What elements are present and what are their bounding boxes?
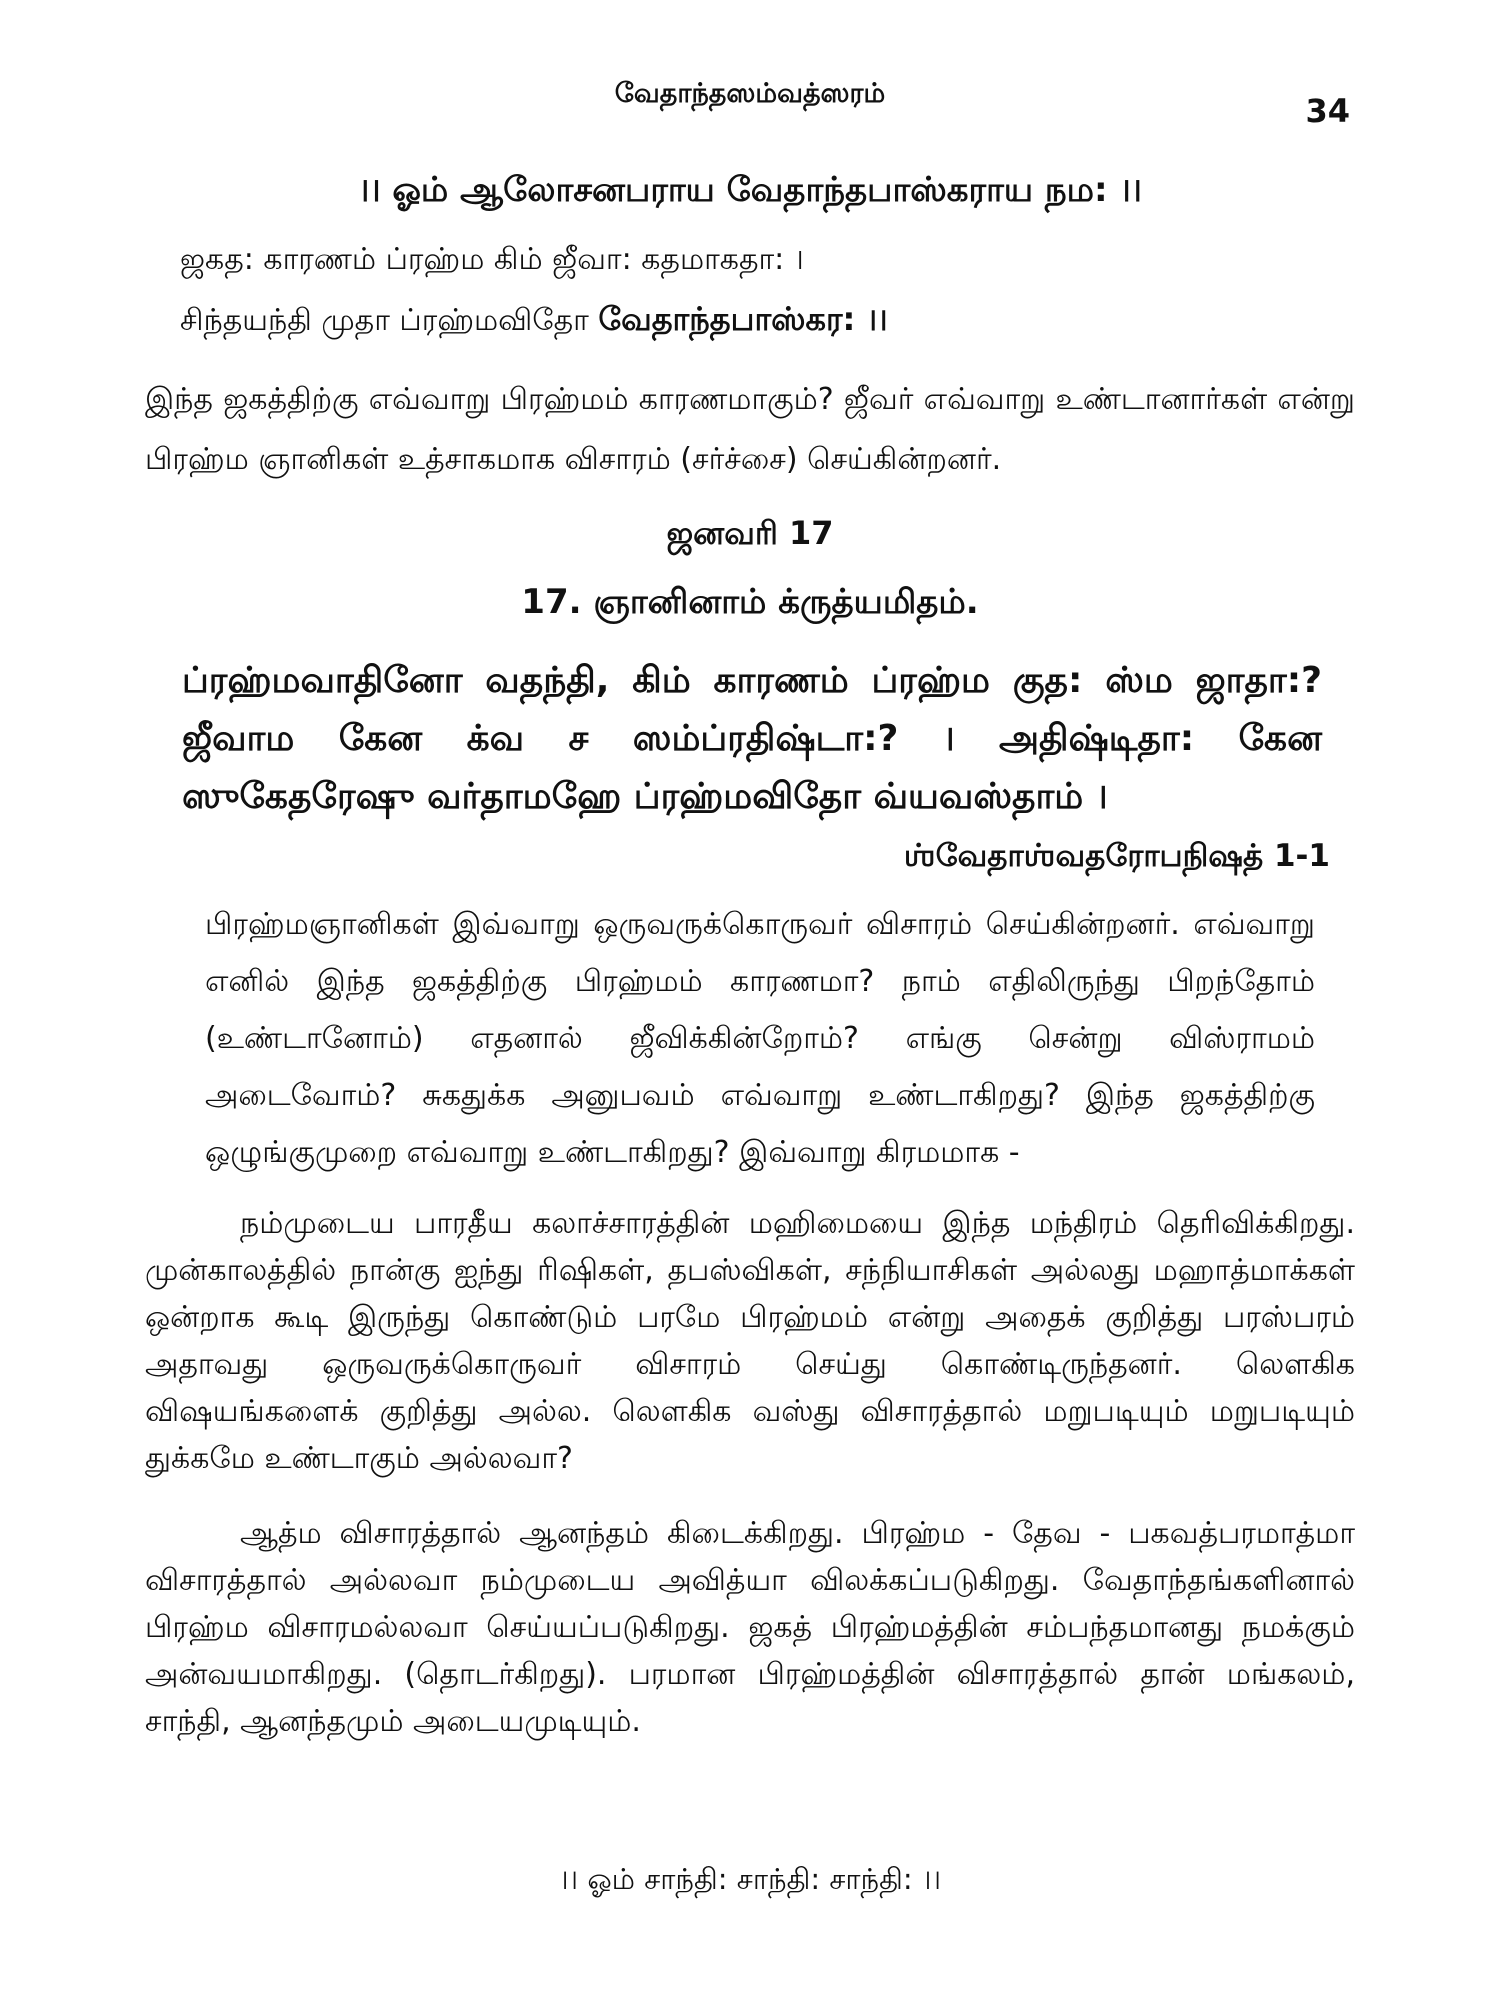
invocation-line: ।। ஓம் ஆலோசனபராய வேதாந்தபாஸ்கராய நம: ।।: [358, 170, 1142, 210]
verse-line-2: [180, 300, 888, 342]
date-heading: ஜனவரி 17: [666, 514, 834, 552]
mantra-meaning-paragraph: பிரஹ்மஞானிகள் இவ்வாறு ஒருவருக்கொருவர் விசாரம் செய்கின்றனர். எவ்வாறு எனில் இந்த ஜகத்திற்கு பிரஹ்மம் காரணமா? நாம் எதிலிருந்து பிறந்தோம் (உண்டானோம்) எதனால் ஜீவிக்கின்றோம்? எங்கு சென்று விஸ்ராமம் அடைவோம்? சுகதுக்க அனுபவம் எவ்வாறு உண்டாகிறது? இந்த ஜகத்திற்கு ஒழுங்குமுறை எவ்வாறு உண்டாகிறது? இவ்வாறு கிரமமாக -: [205, 907, 1315, 1170]
mantra-text: ப்ரஹ்மவாதினோ வதந்தி, கிம் காரணம் ப்ரஹ்ம குத: ஸ்ம ஜாதா:? ஜீவாம கேன க்வ ச ஸம்ப்ரதிஷ்டா:? । அதிஷ்டிதா: கேன ஸுகேதரேஷு வர்தாமஹே ப்ரஹ்மவிதோ வ்யவஸ்தாம் ।: [182, 660, 1322, 817]
verse-line-1: ஜகத: காரணம் ப்ரஹ்ம கிம் ஜீவா: கதமாகதா: ।: [180, 242, 804, 277]
running-header: வேதாந்தஸம்வத்ஸரம்: [614, 78, 886, 109]
commentary-paragraph-2: ஆத்ம விசாரத்தால் ஆனந்தம் கிடைக்கிறது. பிரஹ்ம - தேவ - பகவத்பரமாத்மா விசாரத்தால் அல்லவா நம்முடைய அவித்யா விலக்கப்படுகிறது. வேதாந்தங்களினால் பிரஹ்ம விசாரமல்லவா செய்யப்படுகிறது. ஜகத் பிரஹ்மத்தின் சம்பந்தமானது நமக்கும் அன்வயமாகிறது. (தொடர்கிறது). பரமான பிரஹ்மத்தின் விசாரத்தால் தான் மங்கலம், சாந்தி, ஆனந்தமும் அடையமுடியும்.: [145, 1516, 1355, 1739]
closing-line: ।। ஓம் சாந்தி: சாந்தி: சாந்தி: ।।: [558, 1862, 942, 1896]
section-title: 17. ஞானினாம் க்ருத்யமிதம்.: [521, 582, 979, 622]
commentary-paragraph-1: நம்முடைய பாரதீய கலாச்சாரத்தின் மஹிமையை இந்த மந்திரம் தெரிவிக்கிறது. முன்காலத்தில் நான்கு ஐந்து ரிஷிகள், தபஸ்விகள், சந்நியாசிகள் அல்லது மஹாத்மாக்கள் ஒன்றாக கூடி இருந்து கொண்டும் பரமே பிரஹ்மம் என்று அதைக் குறித்து பரஸ்பரம் அதாவது ஒருவருக்கொருவர் விசாரம் செய்து கொண்டிருந்தனர். லௌகிக விஷயங்களைக் குறித்து அல்ல. லௌகிக வஸ்து விசாரத்தால் மறுபடியும் மறுபடியும் துக்கமே உண்டாகும் அல்லவா?: [145, 1206, 1355, 1476]
verse-line-2-bold: வேதாந்தபாஸ்கர: ।।: [598, 300, 888, 338]
verse-line-2-plain: சிந்தயந்தி முதா ப்ரஹ்மவிதோ: [180, 303, 599, 338]
mantra-source: ஶ்வேதாஶ்வதரோபநிஷத் 1-1: [903, 838, 1330, 874]
page-number: 34: [1305, 92, 1350, 130]
verse-meaning-paragraph: இந்த ஜகத்திற்கு எவ்வாறு பிரஹ்மம் காரணமாகும்? ஜீவர் எவ்வாறு உண்டானார்கள் என்று பிரஹ்ம ஞானிகள் உத்சாகமாக விசாரம் (சர்ச்சை) செய்கின்றனர்.: [145, 382, 1355, 477]
